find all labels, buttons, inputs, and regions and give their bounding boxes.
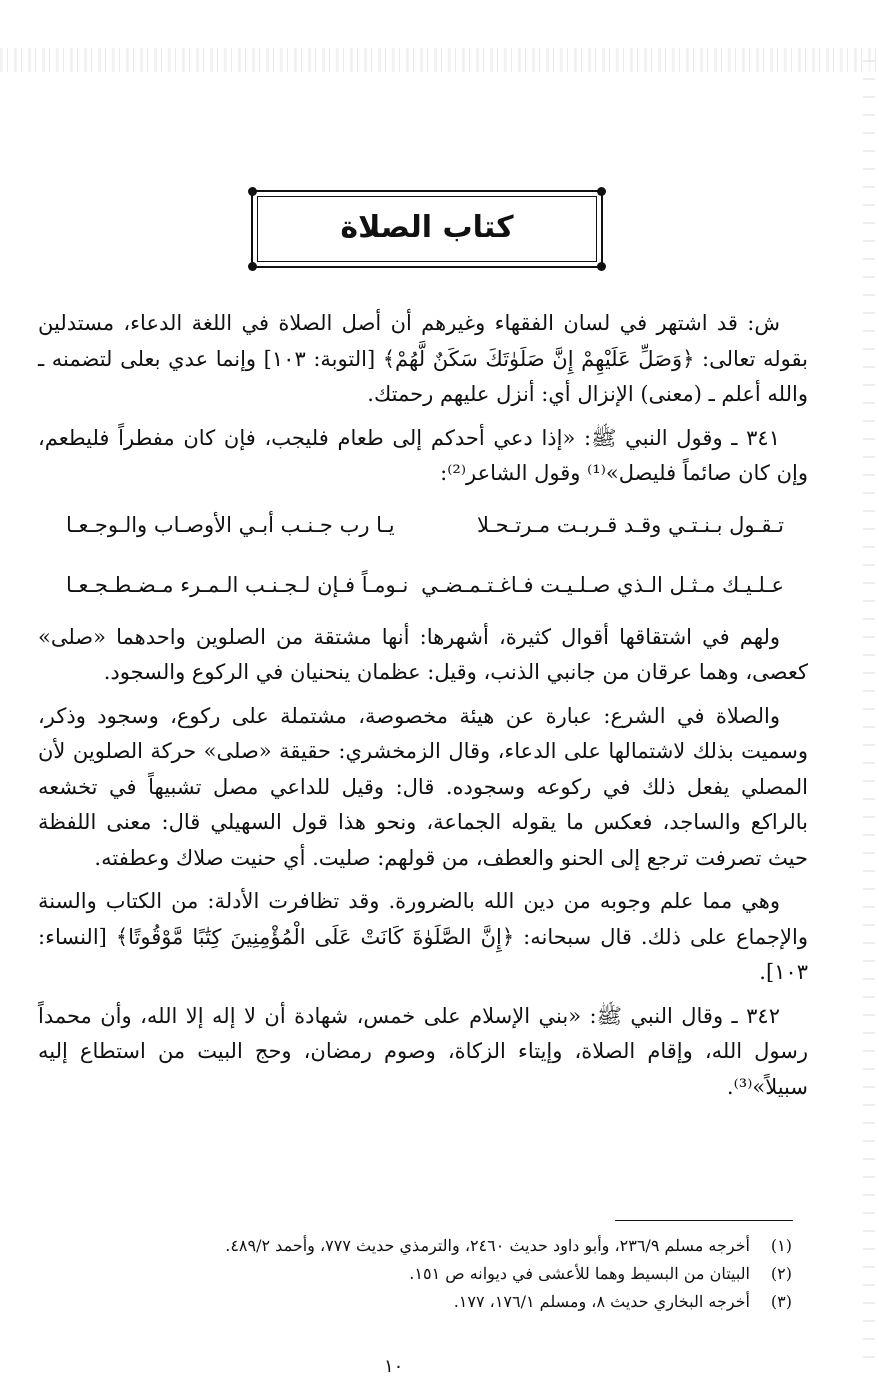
footnote-number: (١) xyxy=(770,1236,792,1255)
footnote-number: (٢) xyxy=(770,1264,792,1283)
footnote-text: أخرجه مسلم ٢٣٦/٩، وأبو داود حديث ٢٤٦٠، والترمذي حديث ٧٧٧، وأحمد ٤٨٩/٢. xyxy=(225,1236,750,1255)
verse-hemistich-first: تـقـول بـنـتـي وقـد قـربـت مـرتـحـلا xyxy=(476,512,784,537)
footnote-separator xyxy=(615,1220,793,1221)
chapter-title-frame xyxy=(251,190,603,268)
chapter-title: كتاب الصلاة xyxy=(340,210,514,245)
paragraph-etymology: ولهم في اشتقاقها أقوال كثيرة، أشهرها: أنها مشتقة من الصلوين واحدهما «صلى» كعصى، وهما عرقان من جانبي الذنب، وقيل: عظمان ينحنيان في الركوع والسجود. xyxy=(38,624,808,684)
poetry-verse-2 xyxy=(66,560,784,610)
verse-hemistich-first: عـلـيـك مـثـل الـذي صـلـيـت فـاغـتـمـضـي xyxy=(421,572,784,597)
paragraph-hadith-342: ٣٤٢ ـ وقال النبي ﷺ: «بني الإسلام على خمس، شهادة أن لا إله إلا الله، وأن محمداً رسول الله، وإقام الصلاة، وإيتاء الزكاة، وصوم رمضان، وحج البيت من استطاع إليه سبيلاً»⁽³⁾. xyxy=(38,1003,808,1099)
paragraph-hadith-341: ٣٤١ ـ وقول النبي ﷺ: «إذا دعي أحدكم إلى طعام فليجب، فإن كان مفطراً فليطعم، وإن كان صائماً فليصل»⁽¹⁾ وقول الشاعر⁽²⁾: xyxy=(38,425,808,485)
frame-corner-ornament xyxy=(597,187,606,196)
frame-corner-ornament xyxy=(248,262,257,271)
footnote-item xyxy=(96,1260,792,1288)
footnote-text: أخرجه البخاري حديث ٨، ومسلم ١٧٦/١، ١٧٧. xyxy=(453,1292,750,1311)
footnote-number: (٣) xyxy=(770,1292,792,1311)
paragraph-intro: ش: قد اشتهر في لسان الفقهاء وغيرهم أن أصل الصلاة في اللغة الدعاء، مستدلين بقوله تعالى: ﴿وَصَلِّ عَلَيْهِمْ إِنَّ صَلَوٰتَكَ سَكَنٌ لَّهُمْ﴾ [التوبة: ١٠٣] وإنما عدي بعلى لتضمنه ـ والله أعلم ـ (معنى) الإنزال أي: أنزل عليهم رحمتك. xyxy=(38,311,808,406)
footnotes xyxy=(96,1232,792,1316)
footnote-text: البيتان من البسيط وهما للأعشى في ديوانه ص ١٥١. xyxy=(409,1264,750,1283)
footnote-item xyxy=(96,1232,792,1260)
scan-noise-top xyxy=(0,48,879,72)
footnote-item xyxy=(96,1288,792,1316)
frame-corner-ornament xyxy=(597,262,606,271)
page-number: ١٠ xyxy=(384,1356,404,1377)
verse-hemistich-second: يـا رب جـنـب أبـي الأوصـاب والـوجـعـا xyxy=(66,512,395,537)
scan-noise-right xyxy=(863,60,875,1360)
main-text xyxy=(38,306,808,1113)
paragraph-sharia-definition: والصلاة في الشرع: عبارة عن هيئة مخصوصة، مشتملة على ركوع، وسجود وذكر، وسميت بذلك لاشتمالها على الدعاء، وقال الزمخشري: حقيقة «صلى» حركة الصلوين لأن المصلي يفعل ذلك في ركوعه وسجوده. قال: وقيل للداعي مصل تشبيهاً في تخشعه بالراكع والساجد، فعكس ما يقوله الجماعة، ونحو هذا قول السهيلي قال: معنى اللفظة حيث تصرفت ترجع إلى الحنو والعطف، من قولهم: صليت. أي حنيت صلاك وعطفته. xyxy=(38,703,808,870)
paragraph-obligation: وهي مما علم وجوبه من دين الله بالضرورة. وقد تظافرت الأدلة: من الكتاب والسنة والإجماع على ذلك. قال سبحانه: ﴿إِنَّ الصَّلَوٰةَ كَانَتْ عَلَى الْمُؤْمِنِينَ كِتَٰبًا مَّوْقُوتًا﴾ [النساء: ١٠٣]. xyxy=(38,889,808,984)
verse-hemistich-second: نـومـاً فـإن لـجـنـب الـمـرء مـضـطـجـعـا xyxy=(66,572,409,597)
frame-corner-ornament xyxy=(248,187,257,196)
poetry-verse-1 xyxy=(66,500,784,550)
